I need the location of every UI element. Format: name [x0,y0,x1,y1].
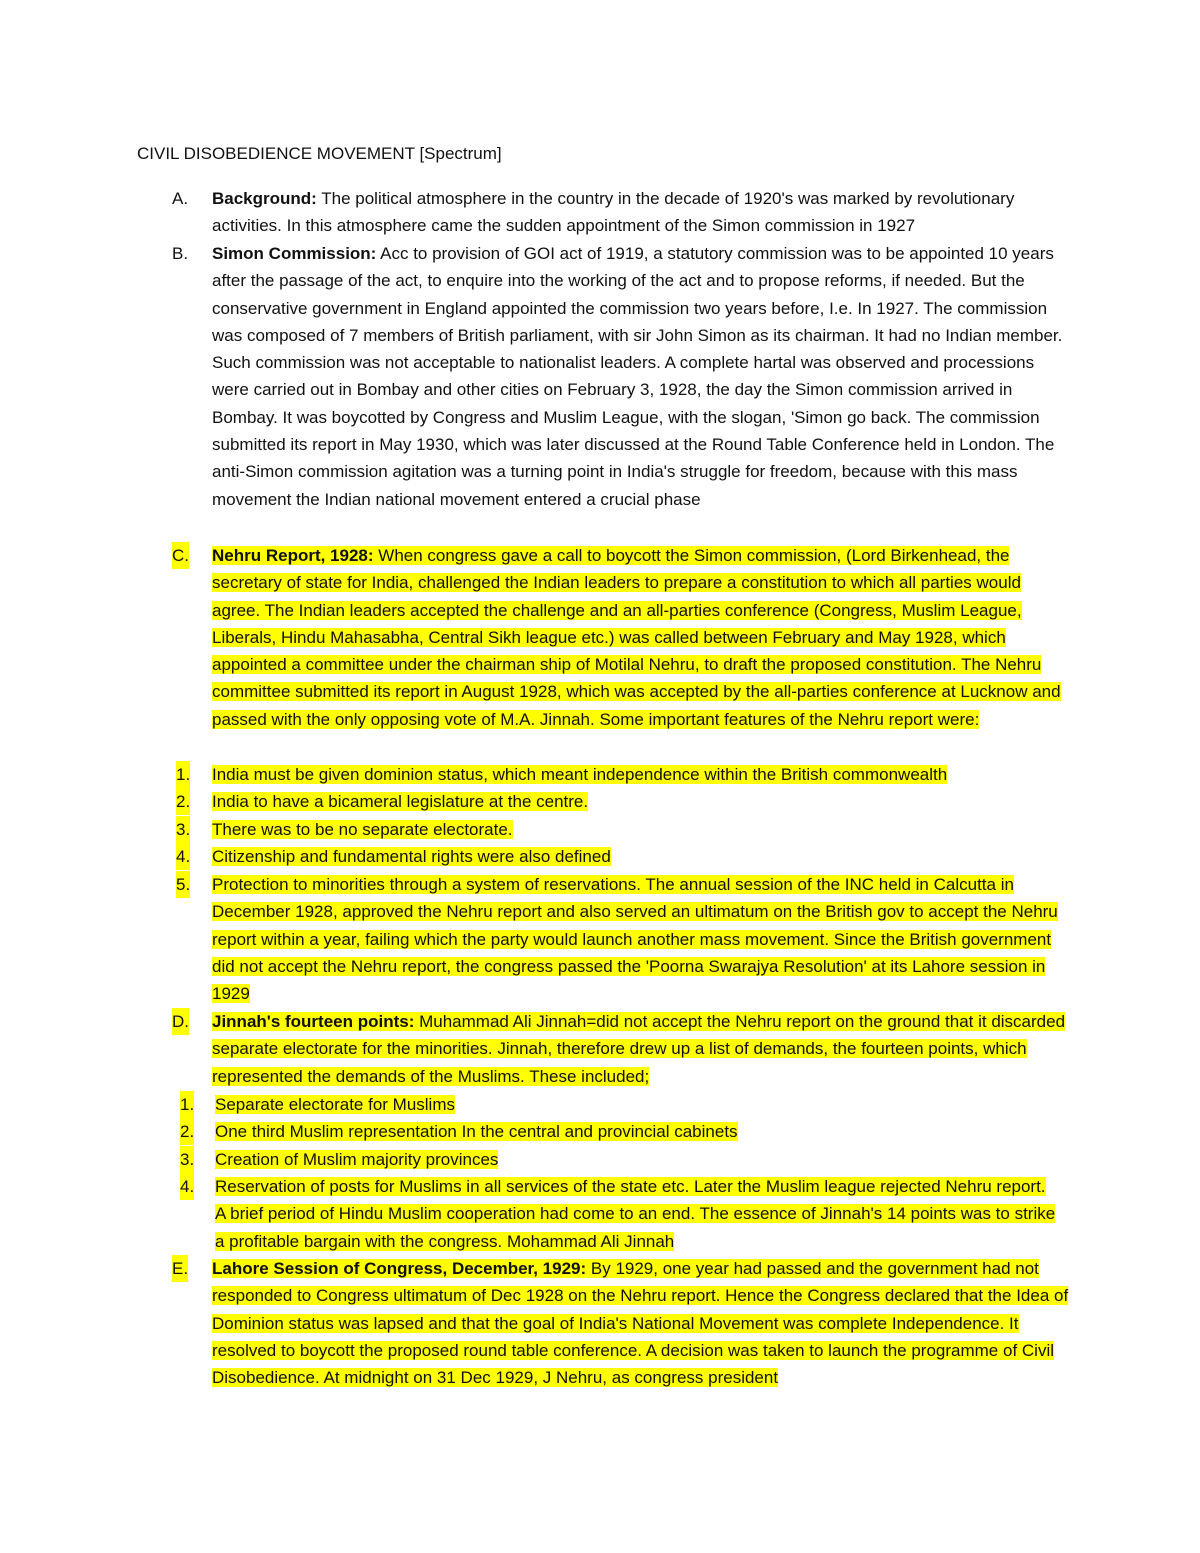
section-e-text: By 1929, one year had passed and the government had not responded to Congress ultimatum of Dec 1928 on the Nehru report. Hence the Congress declared that the Idea of Dominion status was lapsed and that the goal of India's National Movement was complete Independence. It resolved to boycott the proposed round table conference. A decision was taken to launch the programme of Civil Disobedience. At midnight on 31 Dec 1929, J Nehru, as congress president [212,1259,1069,1388]
section-a-heading: Background: [212,189,317,208]
section-d-text: Muhammad Ali Jinnah=did not accept the Nehru report on the ground that it discarded separate electorate for the minorities. Jinnah, therefore drew up a list of demands, the fourteen points, which represented the demands of the Muslims. These included; [212,1012,1066,1086]
nehru-feature-body [212,761,1072,788]
nehru-feature-body [212,816,1072,843]
section-e-marker: E. [172,1255,188,1282]
section-d-marker: D. [172,1008,189,1035]
jinnah-point-text: Separate electorate for Muslims [215,1095,455,1114]
section-d-heading: Jinnah's fourteen points: [212,1012,415,1031]
nehru-feature-marker: 3. [176,816,190,843]
jinnah-point-body [215,1146,1075,1173]
nehru-feature-text: India to have a bicameral legislature at the centre. [212,792,589,811]
nehru-feature-text: India must be given dominion status, which meant independence within the British commonwealth [212,765,948,784]
jinnah-point-text: One third Muslim representation In the central and provincial cabinets [215,1122,738,1141]
section-c-text: When congress gave a call to boycott the Simon commission, (Lord Birkenhead, the secretary of state for India, challenged the Indian leaders to prepare a constitution to which all parties would agree. The Indian leaders accepted the challenge and an all-parties conference (Congress, Muslim League, Liberals, Hindu Mahasabha, Central Sikh league etc.) was called between February and May 1928, which appointed a committee under the chairman ship of Motilal Nehru, to draft the proposed constitution. The Nehru committee submitted its report in August 1928, which was accepted by the all-parties conference at Lucknow and passed with the only opposing vote of M.A. Jinnah. Some important features of the Nehru report were: [212,546,1061,729]
document-title: CIVIL DISOBEDIENCE MOVEMENT [Spectrum] [137,144,502,163]
nehru-feature-text: Citizenship and fundamental rights were also defined [212,847,611,866]
jinnah-point-marker: 2. [180,1118,194,1145]
jinnah-point-text: Reservation of posts for Muslims in all services of the state etc. Later the Muslim league rejected Nehru report. A brief period of Hindu Muslim cooperation had come to an end. The essence of Jinnah's 14 points was to strike a profitable bargain with the congress. Mohammad Ali Jinnah [215,1177,1056,1251]
section-a-marker: A. [172,189,189,208]
jinnah-point-body [215,1118,1075,1145]
nehru-feature-marker: 4. [176,843,190,870]
nehru-feature-marker: 2. [176,788,190,815]
jinnah-point-marker: 4. [180,1173,194,1200]
section-c-marker: C. [172,542,189,569]
section-e-heading: Lahore Session of Congress, December, 1929: [212,1259,587,1278]
jinnah-point-text: Creation of Muslim majority provinces [215,1150,499,1169]
jinnah-point-marker: 3. [180,1146,194,1173]
section-c-body [212,542,1072,733]
section-e-body [212,1255,1072,1391]
section-b-body [212,240,1072,513]
section-d-body [212,1008,1072,1090]
nehru-feature-marker: 1. [176,761,190,788]
nehru-feature-body [212,843,1072,870]
jinnah-point-marker: 1. [180,1091,194,1118]
nehru-feature-marker: 5. [176,871,190,898]
section-a-text: The political atmosphere in the country in the decade of 1920's was marked by revolutionary activities. In this atmosphere came the sudden appointment of the Simon commission in 1927 [212,189,1015,236]
nehru-feature-text: Protection to minorities through a system of reservations. The annual session of the INC held in Calcutta in December 1928, approved the Nehru report and also served an ultimatum on the British gov to accept the Nehru report within a year, failing which the party would launch another mass movement. Since the British government did not accept the Nehru report, the congress passed the 'Poorna Swarajya Resolution' at its Lahore session in 1929 [212,875,1058,1004]
nehru-feature-body [212,788,1072,815]
nehru-feature-body [212,871,1072,1007]
section-b-marker: B. [172,244,189,263]
jinnah-point-body [215,1173,1060,1255]
section-b-text: Acc to provision of GOI act of 1919, a statutory commission was to be appointed 10 years after the passage of the act, to enquire into the working of the act and to propose reforms, if needed. But the conservative government in England appointed the commission two years before, I.e. In 1927. The commission was composed of 7 members of British parliament, with sir John Simon as its chairman. It had no Indian member. Such commission was not acceptable to nationalist leaders. A complete hartal was observed and processions were carried out in Bombay and other cities on February 3, 1928, the day the Simon commission arrived in Bombay. It was boycotted by Congress and Muslim League, with the slogan, 'Simon go back. The commission submitted its report in May 1930, which was later discussed at the Round Table Conference held in London. The anti-Simon commission agitation was a turning point in India's struggle for freedom, because with this mass movement the Indian national movement entered a crucial phase [212,244,1063,509]
section-c-heading: Nehru Report, 1928: [212,546,374,565]
jinnah-point-body [215,1091,1075,1118]
section-b-heading: Simon Commission: [212,244,377,263]
nehru-feature-text: There was to be no separate electorate. [212,820,513,839]
section-a-body [212,185,1072,240]
